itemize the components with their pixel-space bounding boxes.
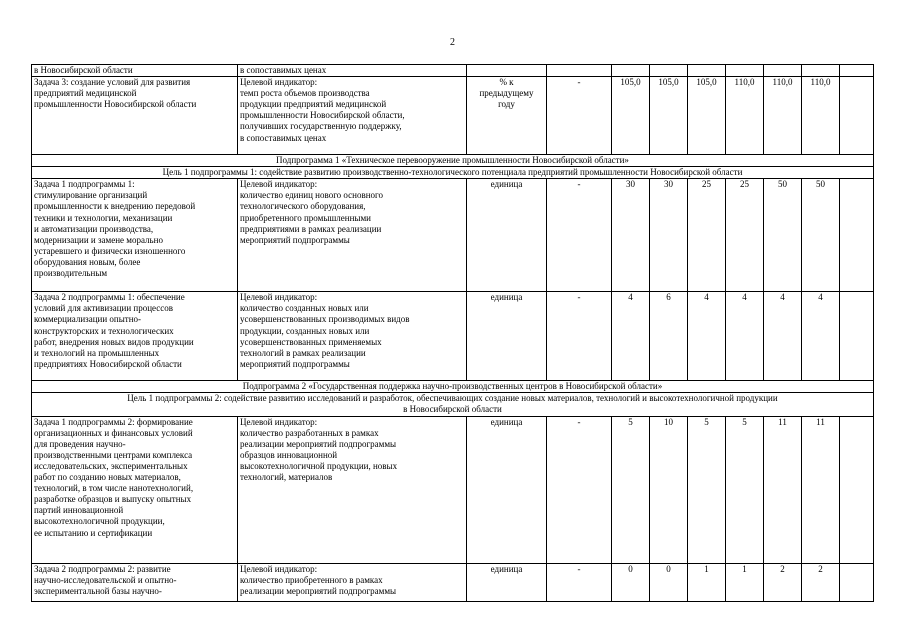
indicator-cell: Целевой индикатор: количество созданных новых или усовершенствованных производимых видов продукции, созданных новых или усовершенствованных применяемых технологий в рамках реализации мероприятий подпрограммы (238, 292, 467, 381)
unit-cell: % к предыдущему году (467, 77, 547, 155)
value-cell: 110,0 (764, 77, 802, 155)
value-cell: 1 (726, 563, 764, 601)
subprogram-goal: Цель 1 подпрограммы 2: содействие развитию исследований и разработок, обеспечивающих создание новых материалов, технологий и высокотехнологичной продукции в Новосибирской области (32, 393, 874, 416)
table-row (32, 179, 874, 292)
section-row (32, 393, 874, 416)
task-cell: Задача 1 подпрограммы 2: формирование организационных и финансовых условий для проведения научно- производственными центрами комплекса исследовательских, экспериментальных работ по созданию новых материалов, технологий, в том числе нанотехнологий, разработке образцов и выпуску опытных партий инновационной высокотехнологичной продукции, ее испытанию и сертификации (32, 416, 238, 563)
section-row (32, 155, 874, 167)
task-cell: Задача 1 подпрограммы 1: стимулирование организаций промышленности к внедрению передовой техники и технологии, механизации и автоматизации производства, модернизации и замене морально устаревшего и физически изношенного оборудования новым, более производительным (32, 179, 238, 292)
base-value-cell: - (547, 292, 612, 381)
value-cell: 0 (612, 563, 650, 601)
value-cell: 6 (650, 292, 688, 381)
base-value-cell: - (547, 416, 612, 563)
value-cell: 2 (802, 563, 840, 601)
task-cell: в Новосибирской области (32, 65, 238, 77)
unit-cell: единица (467, 292, 547, 381)
page-number: 2 (450, 37, 455, 48)
section-row (32, 381, 874, 393)
value-cell: 25 (726, 179, 764, 292)
task-cell: Задача 3: создание условий для развития предприятий медицинской промышленности Новосибирской области (32, 77, 238, 155)
unit-cell: единица (467, 563, 547, 601)
value-cell: 5 (726, 416, 764, 563)
value-cell: 30 (612, 179, 650, 292)
value-cell: 105,0 (650, 77, 688, 155)
table-row (32, 563, 874, 601)
value-cell: 1 (688, 563, 726, 601)
value-cell: 30 (650, 179, 688, 292)
value-cell: 10 (650, 416, 688, 563)
value-cell: 110,0 (802, 77, 840, 155)
value-cell: 4 (688, 292, 726, 381)
indicator-cell: Целевой индикатор: количество разработанных в рамках реализации мероприятий подпрограммы образцов инновационной высокотехнологичной продукции, новых технологий, материалов (238, 416, 467, 563)
value-cell: 5 (612, 416, 650, 563)
value-cell: 110,0 (726, 77, 764, 155)
task-cell: Задача 2 подпрограммы 1: обеспечение условий для активизации процессов коммерциализации опытно- конструкторских и технологических работ, внедрения новых видов продукции и технологий на промышленных предприятиях Новосибирской области (32, 292, 238, 381)
value-cell: 105,0 (688, 77, 726, 155)
value-cell: 11 (802, 416, 840, 563)
unit-cell: единица (467, 179, 547, 292)
indicator-cell: Целевой индикатор: количество приобретенного в рамках реализации мероприятий подпрограммы (238, 563, 467, 601)
value-cell: 0 (650, 563, 688, 601)
value-cell: 4 (764, 292, 802, 381)
value-cell: 50 (764, 179, 802, 292)
table-row (32, 77, 874, 155)
value-cell: 2 (764, 563, 802, 601)
subprogram-title: Подпрограмма 1 «Техническое перевооружение промышленности Новосибирской области» (32, 155, 874, 167)
value-cell: 50 (802, 179, 840, 292)
indicators-table (31, 64, 874, 602)
table-row (32, 292, 874, 381)
value-cell: 105,0 (612, 77, 650, 155)
value-cell: 4 (726, 292, 764, 381)
indicator-cell: Целевой индикатор: темп роста объемов производства продукции предприятий медицинской промышленности Новосибирской области, получивших государственную поддержку, в сопоставимых ценах (238, 77, 467, 155)
task-cell: Задача 2 подпрограммы 2: развитие научно-исследовательской и опытно- экспериментальной базы научно- (32, 563, 238, 601)
subprogram-goal: Цель 1 подпрограммы 1: содействие развитию производственно-технологического потенциала предприятий промышленности Новосибирской области (32, 167, 874, 179)
value-cell: 11 (764, 416, 802, 563)
value-cell: 4 (802, 292, 840, 381)
table-row (32, 65, 874, 77)
indicator-cell: в сопоставимых ценах (238, 65, 467, 77)
unit-cell: единица (467, 416, 547, 563)
base-value-cell: - (547, 563, 612, 601)
table-row (32, 416, 874, 563)
value-cell: 25 (688, 179, 726, 292)
indicator-cell: Целевой индикатор: количество единиц нового основного технологического оборудования, приобретенного промышленными предприятиями в рамках реализации мероприятий подпрограммы (238, 179, 467, 292)
base-value-cell: - (547, 179, 612, 292)
value-cell: 5 (688, 416, 726, 563)
value-cell: 4 (612, 292, 650, 381)
base-value-cell: - (547, 77, 612, 155)
section-row (32, 167, 874, 179)
subprogram-title: Подпрограмма 2 «Государственная поддержка научно-производственных центров в Новосибирской области» (32, 381, 874, 393)
